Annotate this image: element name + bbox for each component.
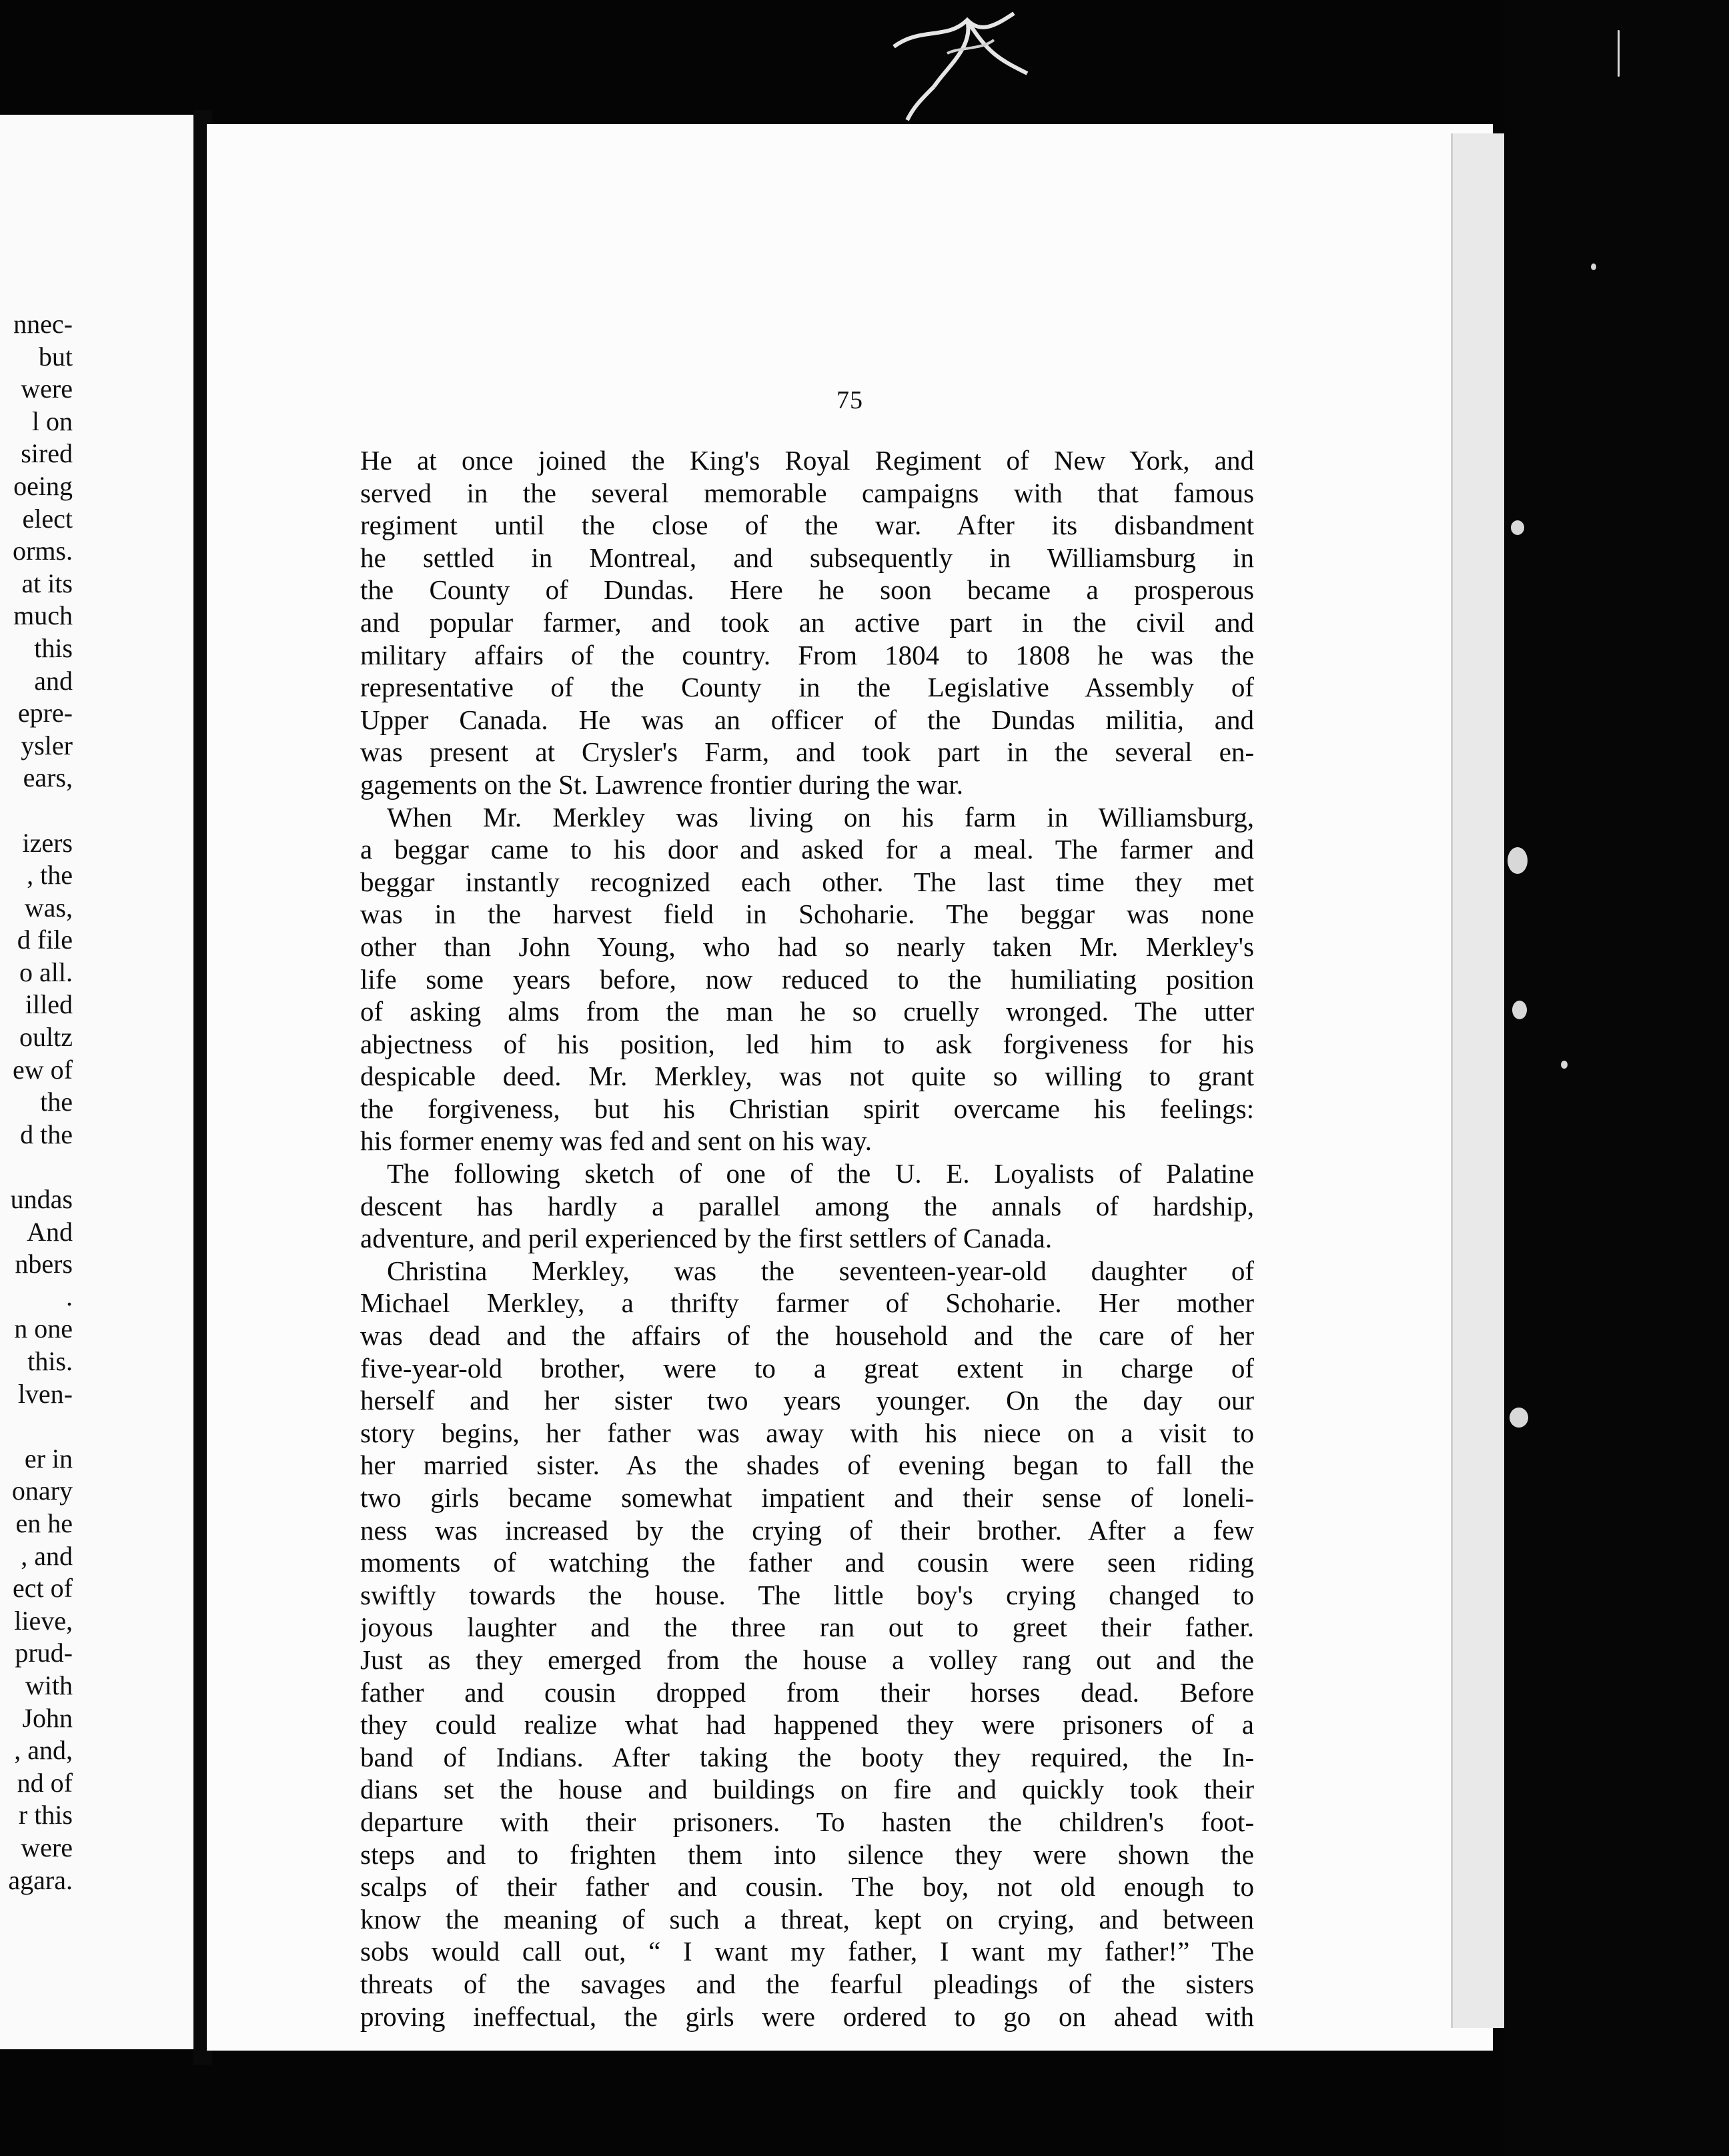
text-line: was dead and the affairs of the household and the care of her xyxy=(360,1320,1254,1352)
left-page-line: er in xyxy=(24,1443,73,1474)
text-line: was present at Crysler's Farm, and took part in the several en- xyxy=(360,736,1254,768)
text-line: other than John Young, who had so nearly taken Mr. Merkley's xyxy=(360,931,1254,962)
text-line: they could realize what had happened they were prisoners of a xyxy=(360,1709,1254,1740)
left-page-line: lieve, xyxy=(14,1605,73,1636)
text-line: He at once joined the King's Royal Regiment of New York, and xyxy=(360,445,1254,476)
text-line: two girls became somewhat impatient and their sense of loneli- xyxy=(360,1482,1254,1513)
left-page-line: o all. xyxy=(19,957,73,987)
left-page-line: oultz xyxy=(19,1022,73,1053)
left-page-line: with xyxy=(25,1670,73,1700)
text-line: the forgiveness, but his Christian spirit overcame his feelings: xyxy=(360,1093,1254,1124)
text-line: When Mr. Merkley was living on his farm in Williamsburg, xyxy=(387,801,1254,833)
left-page-line: ysler xyxy=(21,730,73,760)
text-line: a beggar came to his door and asked for a meal. The farmer and xyxy=(360,834,1254,865)
left-page-line: d file xyxy=(17,925,73,955)
left-page-line: nnec- xyxy=(13,309,73,339)
left-page-line: was, xyxy=(24,892,73,923)
text-line: Christina Merkley, was the seventeen-year-old daughter of xyxy=(387,1255,1254,1286)
left-page-text-column xyxy=(0,308,77,1897)
left-page-line: John xyxy=(22,1702,73,1733)
scan-speck xyxy=(1508,847,1528,874)
text-line: Just as they emerged from the house a volley rang out and the xyxy=(360,1644,1254,1675)
scan-speck xyxy=(1591,263,1596,270)
left-page-line xyxy=(0,1151,77,1183)
text-line: departure with their prisoners. To hasten the children's foot- xyxy=(360,1806,1254,1837)
text-line: the County of Dundas. Here he soon became a prosperous xyxy=(360,574,1254,606)
text-line: served in the several memorable campaigns with that famous xyxy=(360,477,1254,508)
text-line: story begins, her father was away with his niece on a visit to xyxy=(360,1417,1254,1448)
book-page xyxy=(207,124,1493,2051)
left-page-line: epre- xyxy=(17,698,73,728)
left-page-line: r this xyxy=(18,1800,73,1830)
left-page-fragment xyxy=(0,115,197,2049)
page-number: 75 xyxy=(836,386,863,414)
text-line: threats of the savages and the fearful pleadings of the sisters xyxy=(360,1968,1254,1999)
left-page-line xyxy=(0,794,77,827)
left-page-line: oeing xyxy=(13,470,73,501)
left-page-line: lven- xyxy=(17,1378,73,1409)
text-line: despicable deed. Mr. Merkley, was not quite so willing to grant xyxy=(360,1061,1254,1092)
left-page-line: prud- xyxy=(15,1638,73,1668)
left-page-line: orms. xyxy=(13,536,73,566)
text-line: adventure, and peril experienced by the first settlers of Canada. xyxy=(360,1223,1053,1254)
left-page-line: ears, xyxy=(23,762,73,793)
left-page-line: en he xyxy=(15,1508,73,1538)
text-line: his former enemy was fed and sent on his way. xyxy=(360,1125,873,1157)
left-page-line: were xyxy=(21,1832,73,1862)
text-line: band of Indians. After taking the booty they required, the In- xyxy=(360,1741,1254,1772)
left-page-line: onary xyxy=(11,1476,73,1506)
text-line: sobs would call out, “ I want my father, I want my father!” The xyxy=(360,1936,1254,1967)
text-line: five-year-old brother, were to a great extent in charge of xyxy=(360,1352,1254,1384)
left-page-line: And xyxy=(27,1216,73,1247)
text-line: herself and her sister two years younger. On the day our xyxy=(360,1385,1254,1416)
text-line: of asking alms from the man he so cruelly wronged. The utter xyxy=(360,996,1254,1027)
left-page-line: , and, xyxy=(14,1735,73,1766)
scan-speck xyxy=(1510,1408,1528,1428)
left-page-line: were xyxy=(21,374,73,404)
left-page-line: agara. xyxy=(8,1864,73,1895)
scan-speck xyxy=(1512,1001,1527,1019)
scan-fiber-artifact xyxy=(867,7,1067,127)
text-line: life some years before, now reduced to the humiliating position xyxy=(360,963,1254,995)
left-page-line: , the xyxy=(27,860,73,891)
text-line: was in the harvest field in Schoharie. The beggar was none xyxy=(360,899,1254,930)
text-line: gagements on the St. Lawrence frontier during the war. xyxy=(360,768,963,800)
text-line: steps and to frighten them into silence they were shown the xyxy=(360,1838,1254,1870)
scan-speck xyxy=(1561,1061,1568,1069)
left-page-line: sired xyxy=(21,438,73,469)
text-line: joyous laughter and the three ran out to greet their father. xyxy=(360,1612,1254,1643)
left-page-line: undas xyxy=(10,1184,73,1215)
left-page-line: , and xyxy=(21,1540,73,1571)
text-line: abjectness of his position, led him to ask forgiveness for his xyxy=(360,1028,1254,1059)
scan-speck xyxy=(1511,520,1524,535)
scan-speck xyxy=(1618,30,1620,77)
left-page-line: izers xyxy=(22,827,73,858)
text-line: The following sketch of one of the U. E. Loyalists of Palatine xyxy=(387,1158,1254,1189)
left-page-line: the xyxy=(40,1087,73,1117)
text-line: Upper Canada. He was an officer of the Dundas militia, and xyxy=(360,704,1254,735)
text-line: swiftly towards the house. The little boy's crying changed to xyxy=(360,1579,1254,1610)
text-line: scalps of their father and cousin. The boy, not old enough to xyxy=(360,1871,1254,1903)
left-page-line: ect of xyxy=(13,1573,73,1604)
left-page-line: at its xyxy=(21,568,73,598)
text-line: ness was increased by the crying of their brother. After a few xyxy=(360,1514,1254,1546)
left-page-line: elect xyxy=(22,503,73,534)
left-page-line: nbers xyxy=(15,1249,73,1279)
left-page-line: but xyxy=(38,341,73,372)
scan-background xyxy=(1504,0,1729,2156)
left-page-line: this xyxy=(34,632,73,663)
left-page-line: and xyxy=(34,665,73,696)
text-line: father and cousin dropped from their horses dead. Before xyxy=(360,1676,1254,1708)
left-page-line: much xyxy=(13,600,73,631)
text-line: her married sister. As the shades of evening began to fall the xyxy=(360,1450,1254,1481)
text-line: representative of the County in the Legislative Assembly of xyxy=(360,672,1254,703)
text-line: beggar instantly recognized each other. The last time they met xyxy=(360,866,1254,897)
text-line: and popular farmer, and took an active part in the civil and xyxy=(360,606,1254,638)
page-body-text xyxy=(360,444,1254,2033)
left-page-line: illed xyxy=(25,989,73,1020)
text-line: descent has hardly a parallel among the annals of hardship, xyxy=(360,1190,1254,1221)
text-line: know the meaning of such a threat, kept on crying, and between xyxy=(360,1903,1254,1935)
text-line: regiment until the close of the war. After its disbandment xyxy=(360,510,1254,541)
text-line: he settled in Montreal, and subsequently in Williamsburg in xyxy=(360,542,1254,573)
left-page-line: d the xyxy=(20,1119,73,1149)
left-page-line: n one xyxy=(14,1313,73,1344)
left-page-line: ew of xyxy=(13,1054,73,1085)
left-page-line xyxy=(0,1410,77,1443)
text-line: Michael Merkley, a thrifty farmer of Schoharie. Her mother xyxy=(360,1287,1254,1319)
page-edge-stack xyxy=(1451,133,1506,2028)
text-line: military affairs of the country. From 1804 to 1808 he was the xyxy=(360,639,1254,670)
text-line: moments of watching the father and cousin were seen riding xyxy=(360,1547,1254,1578)
text-line: proving ineffectual, the girls were ordered to go on ahead with xyxy=(360,2001,1254,2032)
left-page-line: . xyxy=(66,1281,73,1311)
left-page-line: nd of xyxy=(17,1767,73,1798)
left-page-line: l on xyxy=(31,406,73,436)
text-line: dians set the house and buildings on fire and quickly took their xyxy=(360,1774,1254,1805)
left-page-line: this. xyxy=(27,1346,73,1376)
